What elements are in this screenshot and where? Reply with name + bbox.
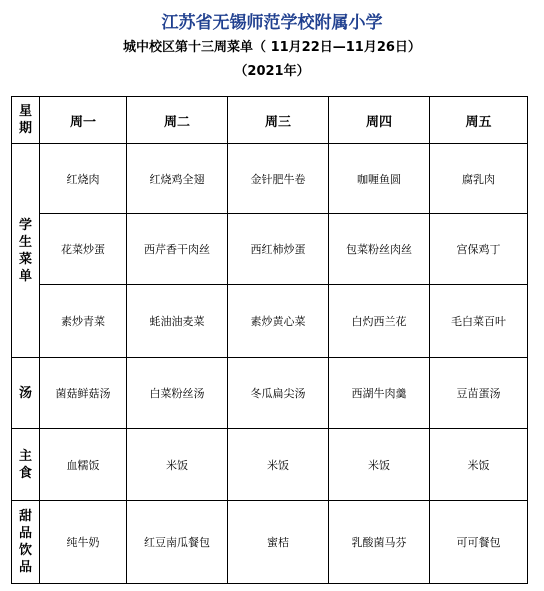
menu-cell: 腐乳肉 xyxy=(430,144,528,214)
section-label-cell xyxy=(12,358,40,429)
menu-cell: 蚝油油麦菜 xyxy=(127,285,228,358)
table-row xyxy=(12,285,528,358)
table-row xyxy=(12,429,528,501)
day-header: 周五 xyxy=(430,97,528,144)
menu-cell: 豆苗蛋汤 xyxy=(430,358,528,429)
year-label: （2021年） xyxy=(234,64,310,79)
day-header: 周三 xyxy=(228,97,329,144)
section-label-cell xyxy=(12,501,40,584)
section-label-cell xyxy=(12,144,40,358)
menu-cell: 红烧肉 xyxy=(40,144,127,214)
page-subtitle: 城中校区第十三周菜单（ 11月22日—11月26日） xyxy=(123,40,421,55)
menu-cell: 米饭 xyxy=(228,429,329,501)
menu-cell: 米饭 xyxy=(329,429,430,501)
dishes-section-label: 学生菜单 xyxy=(18,217,32,284)
day-header: 周四 xyxy=(329,97,430,144)
menu-cell: 白灼西兰花 xyxy=(329,285,430,358)
menu-cell: 冬瓜扁尖汤 xyxy=(228,358,329,429)
menu-cell: 纯牛奶 xyxy=(40,501,127,584)
menu-cell: 乳酸菌马芬 xyxy=(329,501,430,584)
menu-cell: 素炒黄心菜 xyxy=(228,285,329,358)
menu-cell: 包菜粉丝肉丝 xyxy=(329,214,430,285)
weekday-label: 星期 xyxy=(18,104,32,136)
menu-cell: 红烧鸡全翅 xyxy=(127,144,228,214)
menu-cell: 西红柿炒蛋 xyxy=(228,214,329,285)
menu-cell: 米饭 xyxy=(127,429,228,501)
table-row xyxy=(12,144,528,214)
menu-cell: 红豆南瓜餐包 xyxy=(127,501,228,584)
menu-cell: 血糯饭 xyxy=(40,429,127,501)
menu-cell: 金针肥牛卷 xyxy=(228,144,329,214)
table-header-row xyxy=(12,97,528,144)
menu-cell: 西湖牛肉羹 xyxy=(329,358,430,429)
menu-cell: 花菜炒蛋 xyxy=(40,214,127,285)
day-header: 周一 xyxy=(40,97,127,144)
table-row xyxy=(12,214,528,285)
menu-cell: 咖喱鱼圆 xyxy=(329,144,430,214)
menu-cell: 西芹香干肉丝 xyxy=(127,214,228,285)
staple-section-label: 主食 xyxy=(18,448,32,481)
menu-cell: 素炒青菜 xyxy=(40,285,127,358)
day-header: 周二 xyxy=(127,97,228,144)
menu-cell: 可可餐包 xyxy=(430,501,528,584)
menu-cell: 米饭 xyxy=(430,429,528,501)
menu-table xyxy=(11,96,528,584)
menu-cell: 蜜桔 xyxy=(228,501,329,584)
menu-cell: 宫保鸡丁 xyxy=(430,214,528,285)
menu-cell: 毛白菜百叶 xyxy=(430,285,528,358)
table-row xyxy=(12,358,528,429)
corner-cell xyxy=(12,97,40,144)
menu-cell: 白菜粉丝汤 xyxy=(127,358,228,429)
page-title: 江苏省无锡师范学校附属小学 xyxy=(161,13,383,33)
section-label-cell xyxy=(12,429,40,501)
dessert-section-label: 甜品饮品 xyxy=(18,509,32,575)
soup-section-label: 汤 xyxy=(18,385,32,401)
table-row xyxy=(12,501,528,584)
menu-cell: 菌菇鲜菇汤 xyxy=(40,358,127,429)
